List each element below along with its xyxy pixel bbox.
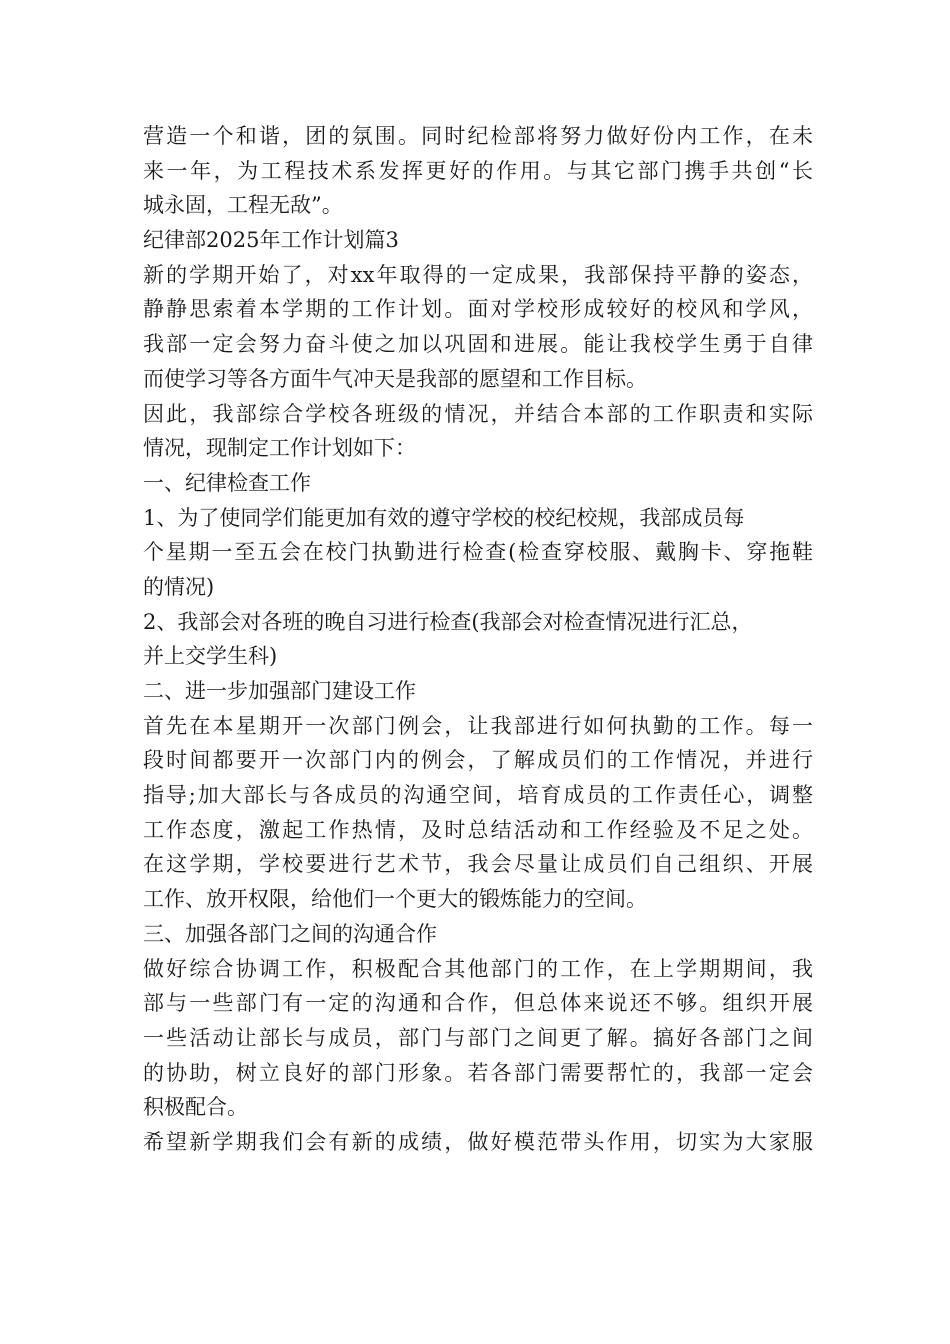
paragraph-line: 情况，现制定工作计划如下： [143, 436, 416, 461]
paragraph-line: 部与一些部门有一定的沟通和合作，但总体来说还不够。组织开展 [143, 991, 813, 1016]
section-heading: 一、纪律检查工作 [143, 470, 311, 495]
paragraph-line: 做好综合协调工作，积极配合其他部门的工作，在上学期期间，我 [143, 956, 813, 981]
list-item-line: 并上交学生科) [143, 644, 278, 669]
paragraph-line: 营造一个和谐，团的氛围。同时纪检部将努力做好份内工作，在未 [143, 124, 813, 148]
paragraph-line: 来一年，为工程技术系发挥更好的作用。与其它部门携手共创“长 [143, 158, 813, 183]
paragraph-line: 一些活动让部长与成员，部门与部门之间更了解。搞好各部门之间 [143, 1025, 813, 1050]
paragraph-line: 指导;加大部长与各成员的沟通空间，培育成员的工作责任心，调整 [143, 783, 813, 808]
paragraph-line: 段时间都要开一次部门内的例会，了解成员们的工作情况，并进行 [143, 748, 813, 773]
list-item-line: 1、为了使同学们能更加有效的遵守学校的校纪校规，我部成员每 [143, 505, 745, 530]
paragraph-line: 我部一定会努力奋斗使之加以巩固和进展。能让我校学生勇于自律 [143, 332, 813, 357]
paragraph-line: 而使学习等各方面牛气冲天是我部的愿望和工作目标。 [143, 366, 647, 391]
list-item-line: 2、我部会对各班的晚自习进行检查(我部会对检查情况进行汇总， [143, 609, 753, 634]
paragraph-line: 的协助，树立良好的部门形象。若各部门需要帮忙的，我部一定会 [143, 1060, 813, 1085]
paragraph-line: 在这学期，学校要进行艺术节，我会尽量让成员们自己组织、开展 [143, 852, 813, 877]
paragraph-line: 积极配合。 [143, 1095, 248, 1120]
paragraph-line: 因此，我部综合学校各班级的情况，并结合本部的工作职责和实际 [143, 401, 813, 426]
paragraph-line: 希望新学期我们会有新的成绩，做好模范带头作用，切实为大家服 [143, 1129, 813, 1154]
paragraph-line: 静静思索着本学期的工作计划。面对学校形成较好的校风和学风， [143, 297, 813, 322]
list-item-line: 的情况) [143, 574, 215, 599]
paragraph-line: 首先在本星期开一次部门例会，让我部进行如何执勤的工作。每一 [143, 713, 813, 738]
paragraph-line: 城永固，工程无敌”。 [143, 193, 343, 218]
document-page [143, 119, 813, 1160]
section-heading: 二、进一步加强部门建设工作 [143, 679, 416, 703]
list-item-line: 个星期一至五会在校门执勤进行检查(检查穿校服、戴胸卡、穿拖鞋 [143, 540, 813, 565]
paragraph-line: 新的学期开始了，对xx年取得的一定成果，我部保持平静的姿态， [143, 262, 813, 287]
paragraph-line: 工作态度，激起工作热情，及时总结活动和工作经验及不足之处。 [143, 817, 813, 842]
section-heading: 三、加强各部门之间的沟通合作 [143, 921, 437, 946]
paragraph-line: 工作、放开权限，给他们一个更大的锻炼能力的空间。 [143, 887, 647, 912]
section-title: 纪律部2025年工作计划篇3 [143, 228, 399, 253]
